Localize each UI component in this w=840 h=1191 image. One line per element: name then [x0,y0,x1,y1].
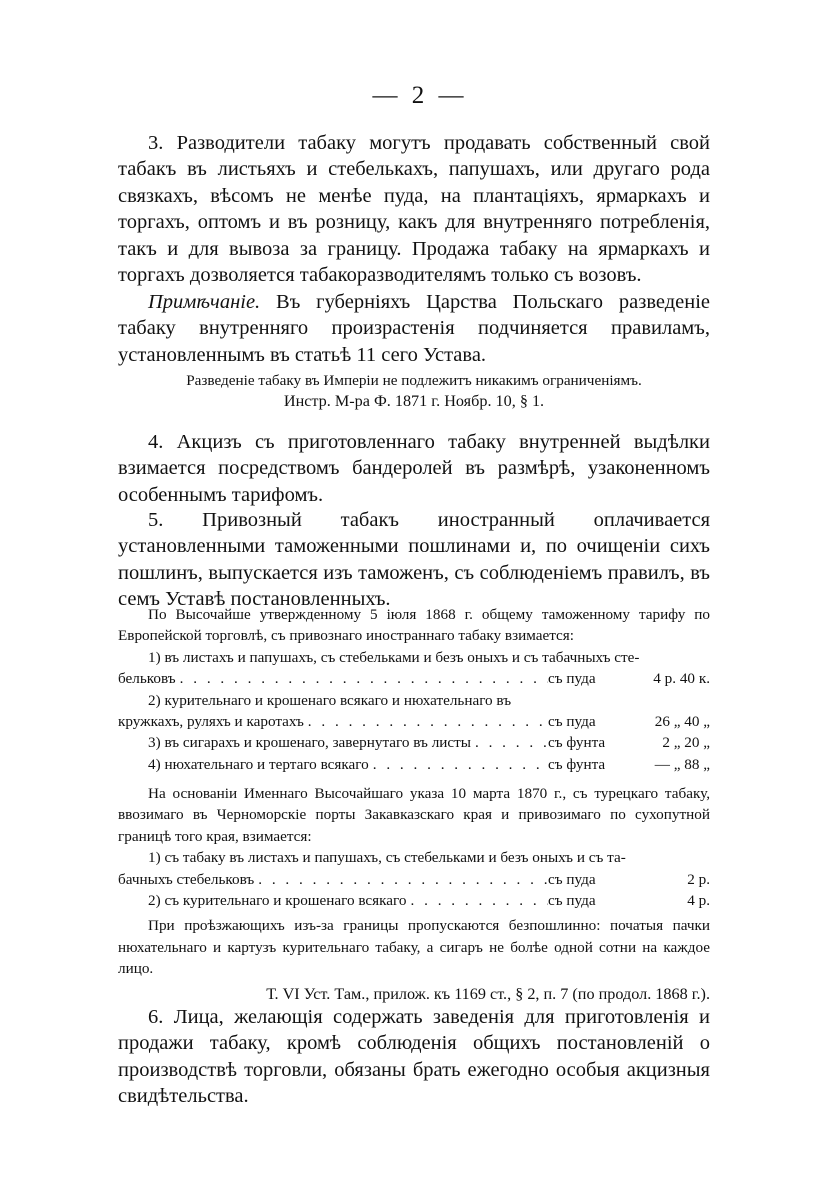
duty-free-note: При проѣзжающихъ изъ-за границы пропускаются безпошлинно: початыя пачки нюхательнаго и картузъ курительнаго табаку, а сигаръ не болѣе одной сотни на каждое лицо. [118,917,710,978]
paragraph-6: 6. Лица, желающія содержать заведенія для приготовленія и продажи табаку, кромѣ соблюденія общихъ постановленій о производствѣ торговли, обязаны брать ежегодно особыя акцизныя свидѣтельства. [118,1006,710,1108]
paragraph-3: 3. Разводители табаку могутъ продавать собственный свой табакъ въ листьяхъ и стебелькахъ, папушахъ, или другаго рода связкахъ, вѣсомъ не менѣе пуда, на плантаціяхъ, ярмаркахъ и торгахъ, оптомъ и въ розницу, какъ для внутренняго потребленія, такъ и для вывоза за границу. Продажа табаку на ярмаркахъ и торгахъ дозволяется табакоразводителямъ только съ возовъ. [118,132,710,287]
paragraph-3-block [118,130,710,288]
tariff-2-item-1-price: 2 р. [687,870,710,888]
remark-1-block [118,370,710,413]
tariff-2-intro: На основаніи Именнаго Высочайшаго указа 10 марта 1870 г., съ турецкаго табаку, ввозимаго въ Черноморскіе порты Закавказскаго края и привозимаго по сухопутной границѣ того края, взимается: [118,785,710,845]
tariff-1-item-3-unit: съ фунта [548,734,606,752]
tariff-2-item-2-row [118,890,710,911]
tariff-2-source: Т. VI Уст. Там., прилож. къ 1169 ст., § 2, п. 7 (по продол. 1868 г.). [266,984,710,1003]
tariff-1-item-2-name: кружкахъ, руляхъ и каротахъ [118,713,304,731]
tariff-2-item-1-row [118,869,710,890]
paragraph-5-block [118,507,710,613]
tariff-1-item-1-unit: съ пуда [548,670,596,688]
leader-dots [304,711,548,732]
tariff-1-intro: По Высочайше утвержденному 5 іюля 1868 г. общему таможенному тарифу по Европейской торговлѣ, съ привознаго иностраннаго табаку взимается: [118,606,710,645]
paragraph-4-block [118,429,710,508]
tariff-2-block [118,783,710,1005]
tariff-1-item-3-price: 2 „ 20 „ [662,734,710,752]
tariff-1-item-4-name: 4) нюхательнаго и тертаго всякаго [148,755,369,773]
tariff-2-item-1-name: бачныхъ стебельковъ [118,870,255,888]
tariff-2-item-1-line-1: 1) съ табаку въ листахъ и папушахъ, съ стебельками и безъ оныхъ и съ та- [148,849,626,867]
leader-dots [407,890,549,911]
tariff-1-item-1-line-1: 1) въ листахъ и папушахъ, съ стебельками и безъ оныхъ и съ табачныхъ сте- [148,648,640,666]
tariff-1-item-3-row [118,732,710,753]
paragraph-6-block [118,1004,710,1110]
tariff-1-item-4-price: — „ 88 „ [654,755,710,773]
leader-dots [176,668,548,689]
paragraph-4: 4. Акцизъ съ приготовленнаго табаку внутренней выдѣлки взимается посредствомъ бандеролей въ размѣрѣ, узаконенномъ особеннымъ тарифомъ. [118,431,710,506]
note-paragraph [118,289,710,368]
note-text: Въ губерніяхъ Царства Польскаго разведеніе табаку внутренняго произрастенія подчиняется правиламъ, установленнымъ въ статьѣ 11 сего Устава. [118,291,710,366]
tariff-2-item-2-price: 4 р. [687,892,710,910]
tariff-1-item-4-unit: съ фунта [548,755,606,773]
tariff-1-block [118,604,710,775]
tariff-1-item-2-unit: съ пуда [548,713,596,731]
leader-dots [471,732,548,753]
remark-1-line-2: Инстр. М-ра Ф. 1871 г. Ноябр. 10, § 1. [283,392,545,411]
leader-dots [369,754,548,775]
tariff-1-item-2-price: 26 „ 40 „ [654,713,710,731]
page-number: — 2 — [372,82,468,109]
paragraph-5: 5. Привозный табакъ иностранный оплачивается установленными таможенными пошлинами и, по очищеніи сихъ пошлинъ, выпускается изъ таможенъ, съ соблюденіемъ правилъ, въ семъ Уставѣ постановленныхъ. [118,509,710,611]
tariff-1-item-1-price: 4 р. 40 к. [653,670,710,688]
note-block [118,289,710,368]
tariff-1-item-1-name: бельковъ [118,670,176,688]
tariff-2-item-1-unit: съ пуда [548,870,596,888]
tariff-1-item-2-line-1: 2) курительнаго и крошенаго всякаго и нюхательнаго въ [148,691,512,709]
tariff-1-item-1-row [118,668,710,689]
tariff-1-item-4-row [118,754,710,775]
remark-1-line-1: Разведеніе табаку въ Имперіи не подлежитъ никакимъ ограниченіямъ. [186,372,642,389]
tariff-1-item-3-name: 3) въ сигарахъ и крошенаго, завернутаго въ листы [148,734,471,752]
tariff-2-item-2-name: 2) съ курительнаго и крошенаго всякаго [148,892,407,910]
tariff-2-item-2-unit: съ пуда [548,892,596,910]
leader-dots [254,869,548,890]
note-label: Примѣчаніе. [148,291,261,313]
tariff-1-item-2-row [118,711,710,732]
